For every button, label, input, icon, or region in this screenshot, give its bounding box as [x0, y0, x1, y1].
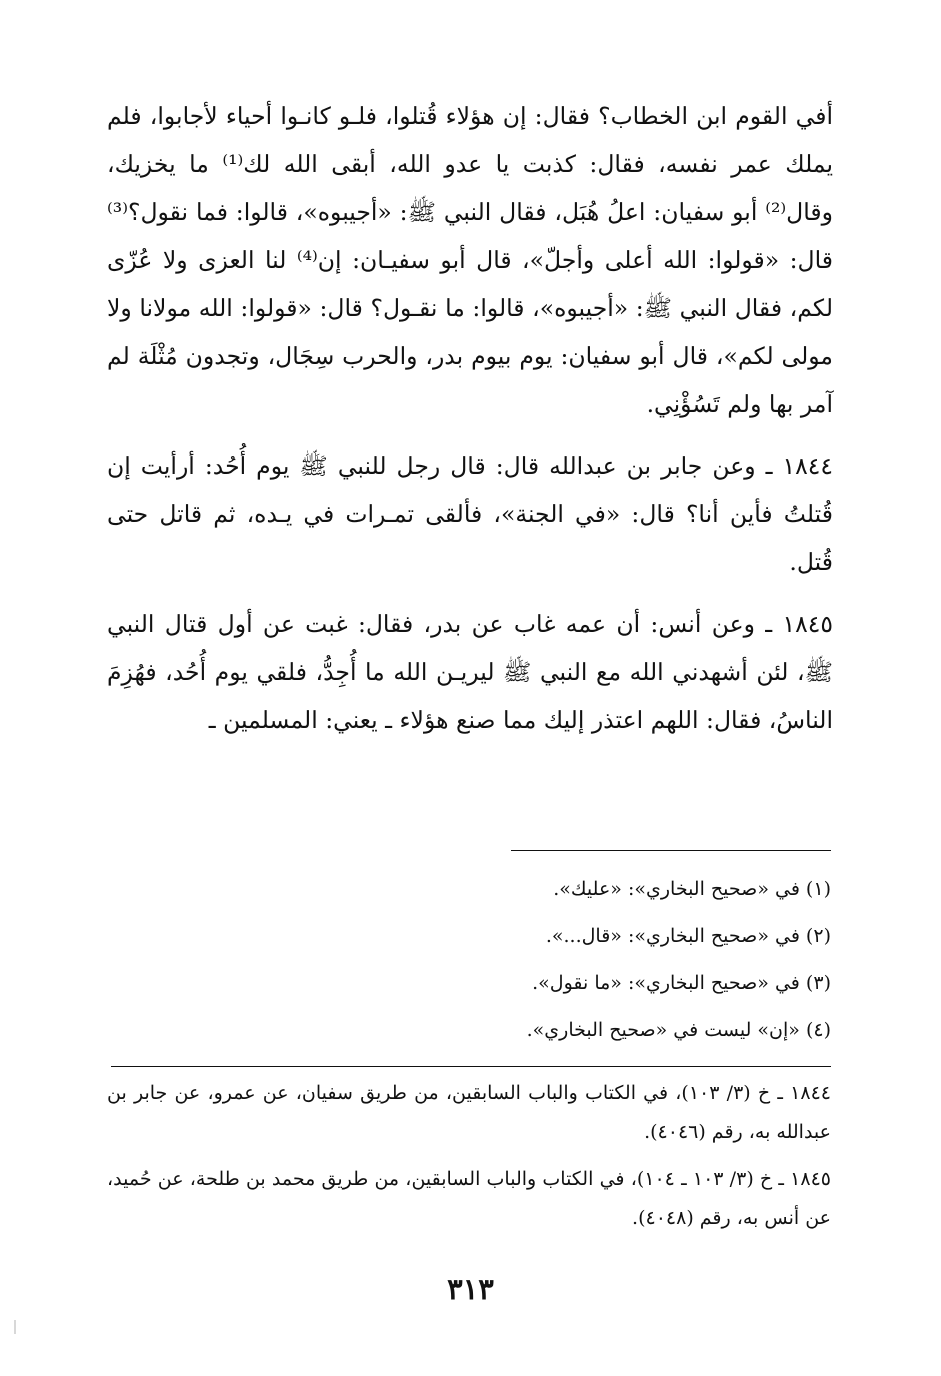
main-text-block: [107, 92, 833, 744]
sources-divider: [111, 1066, 831, 1067]
paragraph-continuation: أفي القوم ابن الخطاب؟ فقال: إن هؤلاء قُتلوا، فلـو كانـوا أحياء لأجابوا، فلم يملك عمر نفسه، فقال: كذبت يا عدو الله، أبقى الله لك⁽¹⁾ ما يخزيك، وقال⁽²⁾ أبو سفيان: اعلُ هُبَل، فقال النبي ﷺ: «أجيبوه»، قالوا: فما نقول؟⁽³⁾ قال: «قولوا: الله أعلى وأجلّ»، قال أبو سفيـان: إن⁽⁴⁾ لنا العزى ولا عُزّى لكم، فقال النبي ﷺ: «أجيبوه»، قالوا: ما نقـول؟ قال: «قولوا: الله مولانا ولا مولى لكم»، قال أبو سفيان: يوم بيوم بدر، والحرب سِجَال، وتجدون مُثْلَة لم آمر بها ولم تَسُؤْنِي.: [107, 102, 833, 418]
scan-edge-mark: [14, 1320, 16, 1334]
source-references: [107, 1074, 831, 1246]
hadith-1844: ١٨٤٤ ـ وعن جابر بن عبدالله قال: قال رجل للنبي ﷺ يوم أُحُد: أرأيت إن قُتلتُ فأين أنا؟ قال: «في الجنة»، فألقى تمـرات في يـده، ثم قاتل حتى قُتل.: [107, 452, 833, 576]
footnotes-list: [271, 866, 831, 1054]
footnote-1: (١) في «صحيح البخاري»: «عليك».: [553, 878, 831, 900]
footnote-2: (٢) في «صحيح البخاري»: «قال...».: [545, 925, 831, 947]
footnote-divider: [511, 850, 831, 851]
hadith-1845: ١٨٤٥ ـ وعن أنس: أن عمه غاب عن بدر، فقال: غبت عن أول قتال النبي ﷺ، لئن أشهدني الله مع النبي ﷺ ليريـن الله ما أُجِدُّ، فلقي يوم أُحُد، فهُزِمَ الناسُ، فقال: اللهم اعتذر إليك مما صنع هؤلاء ـ يعني: المسلمين ـ: [107, 610, 833, 734]
source-1844: ١٨٤٤ ـ خ (٣/ ١٠٣)، في الكتاب والباب السابقين، من طريق سفيان، عن عمرو، عن جابر بن عبدالله به، رقم (٤٠٤٦).: [107, 1082, 831, 1143]
footnote-4: (٤) «إن» ليست في «صحيح البخاري».: [526, 1019, 831, 1041]
page-number: ٣١٣: [447, 1272, 494, 1306]
footnote-3: (٣) في «صحيح البخاري»: «ما نقول».: [532, 972, 831, 994]
source-1845: ١٨٤٥ ـ خ (٣/ ١٠٣ ـ ١٠٤)، في الكتاب والباب السابقين، من طريق محمد بن طلحة، عن حُميد، عن أنس به، رقم (٤٠٤٨).: [107, 1168, 831, 1229]
